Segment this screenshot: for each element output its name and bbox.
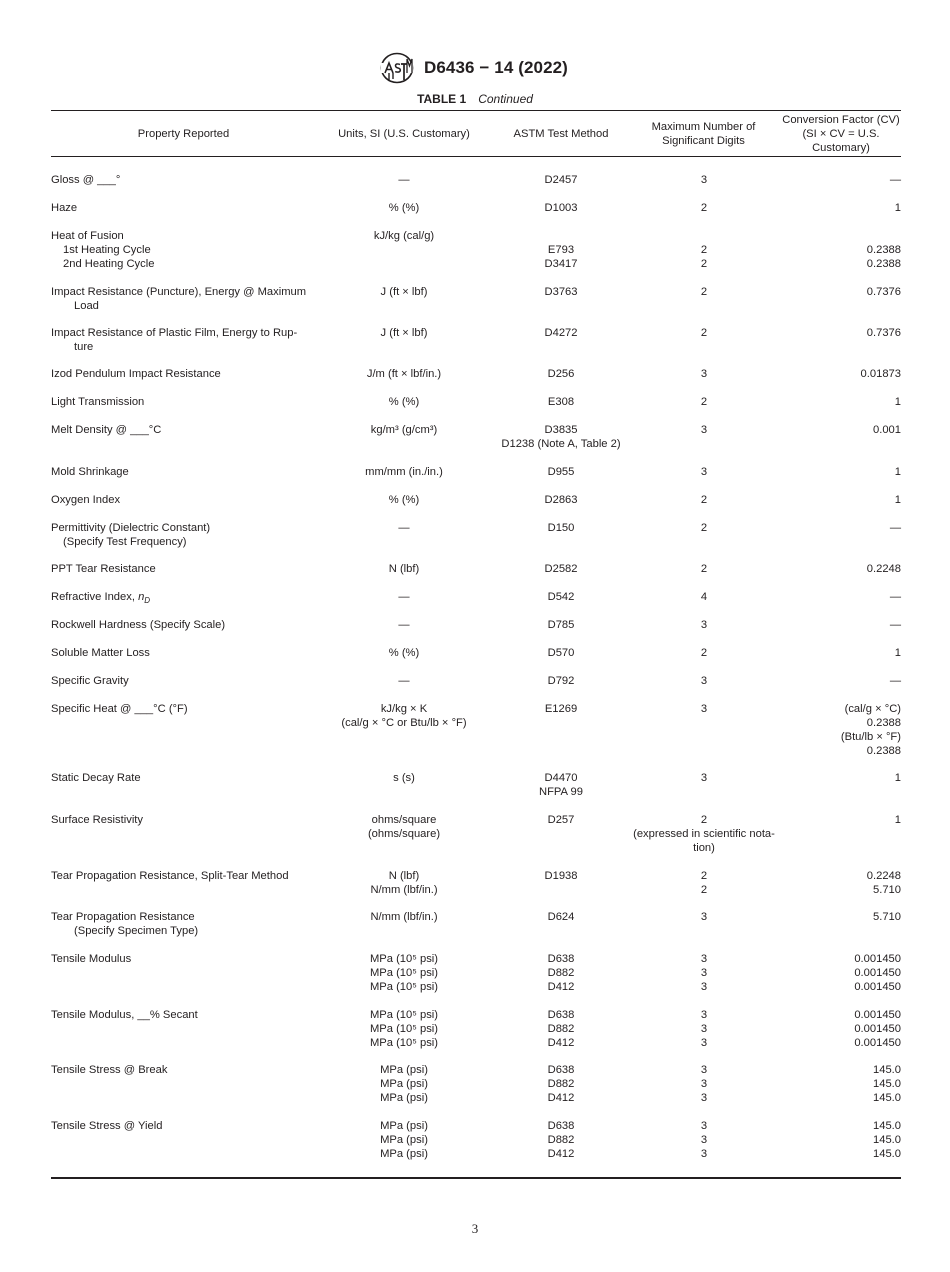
cell-significant-digits: 3 [700,424,708,436]
cell-test-method: D2863 [544,494,578,506]
cell-units: — [398,522,410,534]
property-line: Soluble Matter Loss [51,647,150,659]
cell-conversion-factor: — [889,619,901,631]
cell-property [51,952,321,966]
property-line: Izod Pendulum Impact Resistance [51,368,221,380]
cell-significant-digits: 2 [700,522,708,534]
cell-conversion-factor: 0.001 [873,424,901,436]
column-header-property: Property Reported [137,127,230,140]
cell-conversion-factor: — [889,174,901,186]
cell-test-method: D792 [547,675,575,687]
cell-conversion-factor: 145.0 145.0 145.0 [873,1064,901,1104]
cell-test-method: D4470 NFPA 99 [539,772,583,798]
cell-property [51,285,321,313]
cell-test-method: D638 D882 D412 [547,953,575,993]
cell-conversion-factor: — [889,591,901,603]
page-number: 3 [471,1221,479,1236]
property-line: (Specify Test Frequency) [63,536,187,548]
cell-property [51,173,321,187]
cell-units: ohms/square (ohms/square) [367,814,441,840]
column-header-conversion-factor: Conversion Factor (CV) (SI × CV = U.S. Customary) [782,113,900,154]
cell-significant-digits: 3 3 3 [700,953,708,993]
cell-conversion-factor: 0.7376 [866,286,901,298]
cell-property [51,618,321,632]
cell-test-method: D2582 [544,563,578,575]
cell-conversion-factor: 0.2388 0.2388 [866,244,901,270]
cell-significant-digits: 2 [700,494,708,506]
cell-units: — [398,174,410,186]
cell-conversion-factor: 0.001450 0.001450 0.001450 [854,953,901,993]
property-line: Heat of Fusion [51,230,124,242]
cell-property [51,395,321,409]
cell-test-method: D256 [547,368,575,380]
cell-conversion-factor: 0.001450 0.001450 0.001450 [854,1009,901,1049]
cell-conversion-factor: 0.7376 [866,327,901,339]
cell-test-method: D638 D882 D412 [547,1120,575,1160]
cell-units: J (ft × lbf) [380,327,428,339]
cell-property [51,493,321,507]
property-line: Haze [51,202,78,214]
cell-units: MPa (psi) MPa (psi) MPa (psi) [380,1120,428,1160]
cell-test-method: D257 [547,814,575,826]
cell-units: kg/m³ (g/cm³) [370,424,438,436]
cell-test-method: D638 D882 D412 [547,1064,575,1104]
property-line: (Specify Specimen Type) [74,925,199,937]
cell-significant-digits: 2 [700,327,708,339]
cell-conversion-factor: 1 [894,396,901,408]
cell-property [51,1119,321,1133]
cell-property [51,590,321,608]
cell-significant-digits: 3 [700,911,708,923]
property-line: Tensile Stress @ Break [51,1064,168,1076]
column-header-digits: Maximum Number of Significant Digits [651,120,756,147]
cell-property [51,367,321,381]
cell-units: N (lbf) N/mm (lbf/in.) [370,870,438,896]
property-line: Oxygen Index [51,494,121,506]
cell-units: N/mm (lbf/in.) [370,911,438,923]
cell-significant-digits: 3 [700,703,708,715]
cell-conversion-factor: 1 [894,772,901,784]
cell-units: % (%) [388,396,420,408]
cell-significant-digits: 3 [700,772,708,784]
cell-units: MPa (psi) MPa (psi) MPa (psi) [380,1064,428,1104]
property-line: Tear Propagation Resistance [51,911,195,923]
property-line: Impact Resistance of Plastic Film, Energy to Rup- [51,327,298,339]
cell-conversion-factor: — [889,522,901,534]
cell-units: — [398,675,410,687]
cell-test-method: D624 [547,911,575,923]
cell-property [51,562,321,576]
property-line: Tensile Stress @ Yield [51,1120,163,1132]
property-line: Light Transmission [51,396,145,408]
property-line: Refractive Index, $n_D$ [51,591,151,606]
cell-significant-digits: 3 3 3 [700,1064,708,1104]
cell-property [51,910,321,938]
cell-units: kJ/kg × K (cal/g × °C or Btu/lb × °F) [341,703,467,729]
cell-significant-digits: 4 [700,591,708,603]
cell-conversion-factor: (cal/g × °C) 0.2388 (Btu/lb × °F) 0.2388 [840,703,901,757]
cell-property [51,771,321,785]
cell-conversion-factor: 1 [894,814,901,826]
cell-test-method: D785 [547,619,575,631]
cell-property [51,521,321,549]
cell-units: J/m (ft × lbf/in.) [366,368,442,380]
cell-conversion-factor: 0.01873 [860,368,901,380]
cell-property [51,1063,321,1077]
cell-significant-digits: 2 [700,286,708,298]
property-line: Specific Gravity [51,675,129,687]
cell-units: mm/mm (in./in.) [365,466,443,478]
cell-test-method: D1003 [544,202,578,214]
cell-units: J (ft × lbf) [380,286,428,298]
cell-units: % (%) [388,647,420,659]
cell-significant-digits: 3 [700,174,708,186]
cell-property [51,674,321,688]
property-line: Tensile Modulus [51,953,132,965]
cell-conversion-factor: 0.2248 [866,563,901,575]
cell-significant-digits: 2 2 [700,244,708,270]
property-line: 1st Heating Cycle [63,244,151,256]
cell-significant-digits: 3 [700,466,708,478]
cell-test-method: D1938 [544,870,578,882]
property-line: Load [74,300,99,312]
cell-conversion-factor: 145.0 145.0 145.0 [873,1120,901,1160]
column-header-units: Units, SI (U.S. Customary) [338,127,470,140]
cell-test-method: E1269 [544,703,578,715]
property-line: Mold Shrinkage [51,466,129,478]
cell-units: s (s) [393,772,415,784]
cell-significant-digits: 2 2 [700,870,708,896]
property-line: Permittivity (Dielectric Constant) [51,522,211,534]
cell-significant-digits: 3 3 3 [700,1009,708,1049]
cell-property [51,326,321,354]
property-line: Gloss @ ___° [51,174,121,186]
property-line: PPT Tear Resistance [51,563,156,575]
cell-significant-digits: 2 (expressed in scientific nota- tion) [633,814,775,854]
cell-significant-digits: 3 [700,368,708,380]
property-line: Surface Resistivity [51,814,144,826]
cell-test-method: E793 D3417 [544,244,578,270]
cell-test-method: D150 [547,522,575,534]
property-line: ture [74,341,94,353]
document-id: D6436 − 14 (2022) [424,58,568,77]
cell-units: N (lbf) [388,563,420,575]
cell-conversion-factor: 0.2248 5.710 [866,870,901,896]
cell-units: MPa (10⁵ psi) MPa (10⁵ psi) MPa (10⁵ psi) [369,1009,439,1049]
property-line: Static Decay Rate [51,772,141,784]
cell-units: % (%) [388,494,420,506]
cell-significant-digits: 3 [700,619,708,631]
cell-conversion-factor: 5.710 [873,911,901,923]
property-line: 2nd Heating Cycle [63,258,155,270]
table-bottom-rule [51,1177,901,1179]
table-caption-continued: Continued [478,92,533,106]
cell-property [51,229,321,271]
cell-significant-digits: 2 [700,202,708,214]
cell-test-method: D3835 D1238 (Note A, Table 2) [501,424,621,450]
cell-property [51,702,321,716]
cell-test-method: D2457 [544,174,578,186]
cell-test-method: D638 D882 D412 [547,1009,575,1049]
column-header-method: ASTM Test Method [513,127,609,140]
cell-property [51,465,321,479]
cell-units: — [398,591,410,603]
cell-test-method: E308 [547,396,575,408]
property-line: Impact Resistance (Puncture), Energy @ Maximum [51,286,307,298]
cell-significant-digits: 3 [700,675,708,687]
cell-units: MPa (10⁵ psi) MPa (10⁵ psi) MPa (10⁵ psi) [369,953,439,993]
cell-units: kJ/kg (cal/g) [373,230,435,242]
cell-conversion-factor: 1 [894,202,901,214]
cell-property [51,423,321,437]
cell-test-method: D542 [547,591,575,603]
cell-test-method: D955 [547,466,575,478]
cell-property [51,201,321,215]
cell-test-method: D3763 [544,286,578,298]
cell-conversion-factor: 1 [894,466,901,478]
cell-property [51,1008,321,1022]
cell-units: % (%) [388,202,420,214]
cell-significant-digits: 2 [700,563,708,575]
cell-property [51,646,321,660]
property-line: Tensile Modulus, __% Secant [51,1009,198,1021]
cell-property [51,869,321,883]
table-caption-label: TABLE 1 [417,92,467,106]
property-line: Specific Heat @ ___°C (°F) [51,703,188,715]
cell-units: — [398,619,410,631]
cell-test-method: D570 [547,647,575,659]
cell-property [51,813,321,827]
property-line: Rockwell Hardness (Specify Scale) [51,619,226,631]
cell-significant-digits: 3 3 3 [700,1120,708,1160]
cell-conversion-factor: 1 [894,494,901,506]
cell-conversion-factor: 1 [894,647,901,659]
property-line: Tear Propagation Resistance, Split-Tear Method [51,870,289,882]
property-line: Melt Density @ ___°C [51,424,162,436]
cell-test-method: D4272 [544,327,578,339]
cell-conversion-factor: — [889,675,901,687]
cell-significant-digits: 2 [700,647,708,659]
cell-significant-digits: 2 [700,396,708,408]
